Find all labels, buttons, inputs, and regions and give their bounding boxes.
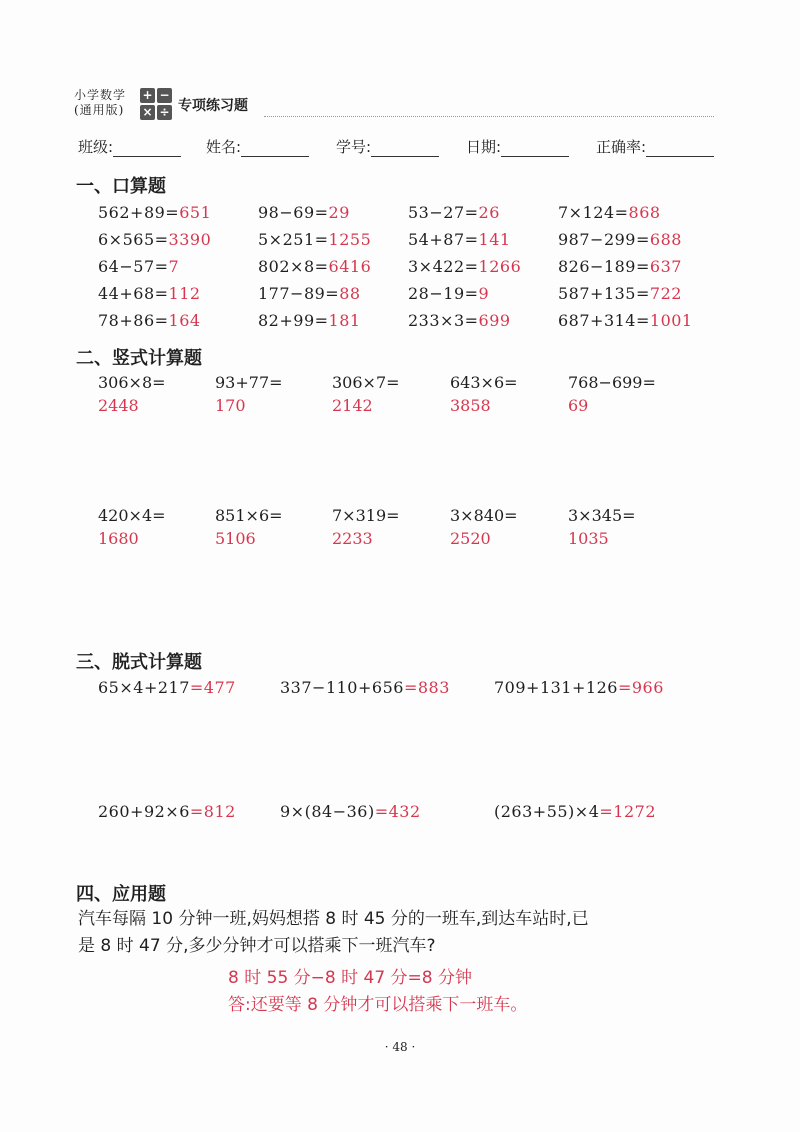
question: 768−699= (568, 373, 656, 392)
page-number: · 48 · (384, 1040, 416, 1054)
question: 306×8= (98, 373, 166, 392)
accuracy-label: 正确率: (596, 138, 647, 156)
times-icon: × (140, 105, 155, 120)
class-label: 班级: (78, 138, 114, 156)
question: 53−27= (408, 203, 479, 222)
step-calc-item (98, 802, 236, 821)
date-label: 日期: (466, 138, 502, 156)
question: 260+92×6 (98, 802, 190, 821)
page-header (74, 86, 714, 126)
answer: 868 (628, 203, 661, 222)
answer: 112 (168, 284, 201, 303)
mental-math-item (258, 311, 361, 330)
id-label: 学号: (336, 138, 372, 156)
name-blank (241, 140, 309, 157)
vertical-calc-item (450, 506, 518, 548)
question: 233×3= (408, 311, 479, 330)
book-title-line1: 小学数学 (74, 88, 127, 102)
divide-icon: ÷ (157, 105, 172, 120)
mental-math-item (98, 284, 201, 303)
mental-math-item (408, 203, 500, 222)
answer: 651 (179, 203, 212, 222)
mental-math-item (98, 203, 211, 222)
mental-math-item (258, 257, 371, 276)
question: 851×6= (215, 506, 283, 525)
answer: 1680 (98, 529, 139, 548)
mental-math-item (98, 230, 211, 249)
step-calc-item (98, 678, 236, 697)
question: 44+68= (98, 284, 169, 303)
question: 98−69= (258, 203, 329, 222)
question: 93+77= (215, 373, 283, 392)
answer: 1001 (649, 311, 693, 330)
answer: 7 (168, 257, 180, 276)
answer: 3858 (450, 396, 491, 415)
name-field (206, 136, 309, 157)
section4-title: 四、应用题 (76, 884, 166, 905)
answer: 6416 (328, 257, 372, 276)
mental-math-item (408, 311, 511, 330)
answer: 69 (568, 396, 589, 415)
word-problem (78, 906, 728, 960)
answer: 141 (478, 230, 511, 249)
vertical-calc-item (450, 373, 518, 415)
answer: 1255 (328, 230, 372, 249)
class-field (78, 136, 181, 157)
mental-math-item (98, 257, 179, 276)
question: (263+55)×4 (494, 802, 600, 821)
minus-icon: − (157, 88, 172, 103)
student-info-line (78, 136, 728, 158)
answer: =477 (189, 678, 236, 697)
subject-title: 专项练习题 (178, 98, 248, 114)
answer: 3390 (168, 230, 212, 249)
answer: 699 (478, 311, 511, 330)
word-problem-line2: 是 8 时 47 分,多少分钟才可以搭乘下一班汽车? (78, 936, 436, 956)
answer: 170 (215, 396, 246, 415)
vertical-calc-item (98, 506, 166, 548)
date-field (466, 136, 569, 157)
section3-title: 三、脱式计算题 (76, 652, 202, 673)
answer: 88 (339, 284, 361, 303)
question: 28−19= (408, 284, 479, 303)
name-label: 姓名: (206, 138, 242, 156)
question: 3×345= (568, 506, 636, 525)
vertical-calc-item (215, 373, 283, 415)
step-calc-item (494, 802, 656, 821)
answer: 2520 (450, 529, 491, 548)
step-calc-item (280, 802, 421, 821)
answer: =812 (189, 802, 236, 821)
answer: 5106 (215, 529, 256, 548)
question: 3×422= (408, 257, 479, 276)
section1-title: 一、口算题 (76, 176, 166, 197)
date-blank (501, 140, 569, 157)
mental-math-item (558, 203, 661, 222)
vertical-calc-item (332, 373, 400, 415)
solution-equation: 8 时 55 分−8 时 47 分=8 分钟 (228, 968, 473, 988)
question: 6×565= (98, 230, 169, 249)
operators-icon (140, 88, 172, 120)
question: 802×8= (258, 257, 329, 276)
question: 562+89= (98, 203, 180, 222)
question: 177−89= (258, 284, 340, 303)
question: 709+131+126 (494, 678, 618, 697)
book-title-line2: (通用版) (74, 103, 125, 117)
answer: 26 (478, 203, 500, 222)
answer: 637 (649, 257, 682, 276)
section2-title: 二、竖式计算题 (76, 348, 202, 369)
answer: 29 (328, 203, 350, 222)
question: 5×251= (258, 230, 329, 249)
question: 587+135= (558, 284, 650, 303)
question: 987−299= (558, 230, 650, 249)
answer: 2233 (332, 529, 373, 548)
mental-math-item (558, 230, 682, 249)
answer: 181 (328, 311, 361, 330)
id-blank (371, 140, 439, 157)
step-calc-item (280, 678, 450, 697)
header-divider (264, 116, 714, 117)
question: 54+87= (408, 230, 479, 249)
question: 65×4+217 (98, 678, 190, 697)
answer: 164 (168, 311, 201, 330)
mental-math-item (558, 311, 693, 330)
mental-math-item (558, 257, 682, 276)
question: 420×4= (98, 506, 166, 525)
mental-math-item (408, 230, 511, 249)
question: 9×(84−36) (280, 802, 375, 821)
mental-math-item (258, 230, 371, 249)
question: 337−110+656 (280, 678, 404, 697)
question: 7×319= (332, 506, 400, 525)
word-problem-line1: 汽车每隔 10 分钟一班,妈妈想搭 8 时 45 分的一班车,到达车站时,已 (78, 909, 589, 929)
solution-answer: 答:还要等 8 分钟才可以搭乘下一班车。 (228, 995, 528, 1015)
question: 3×840= (450, 506, 518, 525)
answer: 2448 (98, 396, 139, 415)
plus-icon: + (140, 88, 155, 103)
accuracy-field (596, 136, 714, 157)
answer: =883 (403, 678, 450, 697)
step-calc-item (494, 678, 664, 697)
question: 78+86= (98, 311, 169, 330)
vertical-calc-item (98, 373, 166, 415)
accuracy-blank (646, 140, 714, 157)
answer: 722 (649, 284, 682, 303)
class-blank (113, 140, 181, 157)
answer: 1266 (478, 257, 522, 276)
vertical-calc-item (568, 373, 656, 415)
mental-math-item (408, 284, 489, 303)
book-title (74, 88, 126, 118)
answer: 2142 (332, 396, 373, 415)
vertical-calc-item (332, 506, 400, 548)
question: 687+314= (558, 311, 650, 330)
answer: =966 (617, 678, 664, 697)
vertical-calc-item (215, 506, 283, 548)
question: 826−189= (558, 257, 650, 276)
mental-math-item (258, 284, 361, 303)
question: 306×7= (332, 373, 400, 392)
vertical-calc-item (568, 506, 636, 548)
mental-math-item (98, 311, 201, 330)
question: 82+99= (258, 311, 329, 330)
answer: 1035 (568, 529, 609, 548)
answer: =432 (374, 802, 421, 821)
mental-math-item (558, 284, 682, 303)
question: 7×124= (558, 203, 629, 222)
mental-math-item (258, 203, 350, 222)
answer: 9 (478, 284, 490, 303)
answer: 688 (649, 230, 682, 249)
id-field (336, 136, 439, 157)
answer: =1272 (599, 802, 656, 821)
question: 643×6= (450, 373, 518, 392)
mental-math-item (408, 257, 521, 276)
question: 64−57= (98, 257, 169, 276)
